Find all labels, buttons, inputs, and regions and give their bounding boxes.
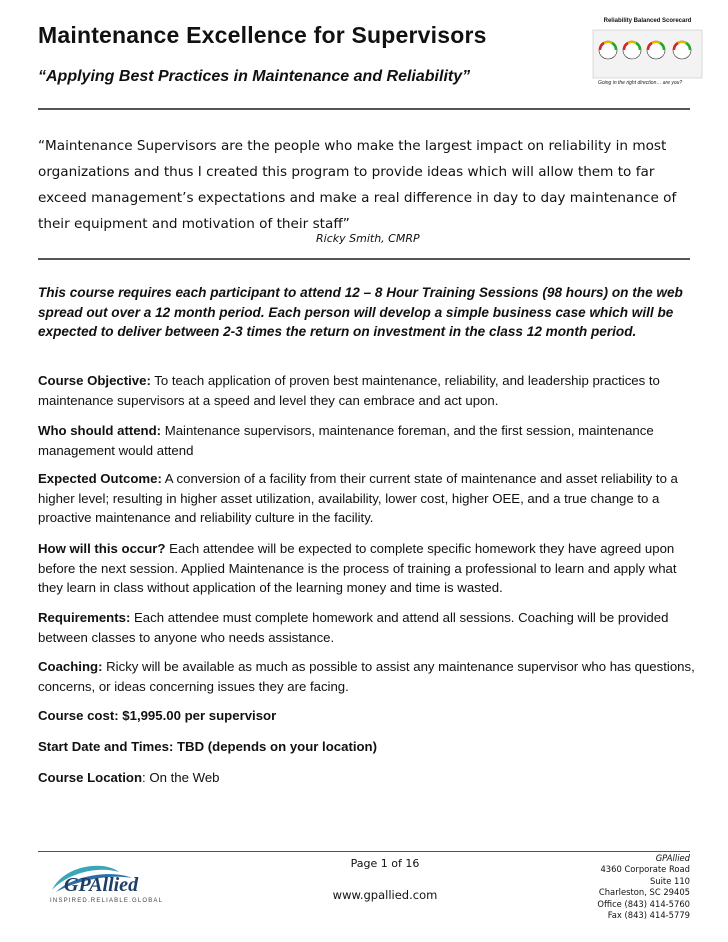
section-text: To teach application of proven best maintenance, reliability, and leadership practices to maintenance supervisors at a speed and level they can embrace and act upon.: [38, 373, 660, 408]
section-text: Each attendee must complete homework and attend all sessions. Coaching will be provided between classes to anyone who needs assistance.: [38, 610, 669, 645]
address-company: GPAllied: [655, 853, 690, 863]
website-link[interactable]: www.gpallied.com: [332, 888, 438, 902]
section-label: Course Location: [38, 770, 143, 785]
company-address: [560, 853, 690, 921]
section-label: How will this occur?: [38, 541, 166, 556]
intro-paragraph: This course requires each participant to attend 12 – 8 Hour Training Sessions (98 hours) on the web spread out over a 12 month period. Each person will develop a simple business case which will be expected to deliver between 2-3 times the return on investment in the class 12 month period.: [38, 285, 683, 339]
section-requirements: [38, 608, 703, 647]
section-label: Course cost: $1,995.00 per supervisor: [38, 708, 277, 723]
quote-divider: [38, 258, 690, 260]
section-course-location: [38, 768, 703, 788]
logo-tagline: INSPIRED.RELIABLE.GLOBAL: [50, 898, 164, 904]
gauge-icon: [599, 41, 617, 59]
section-course-objective: [38, 371, 703, 410]
footer-divider: [38, 851, 690, 852]
section-label: Course Objective:: [38, 373, 151, 388]
section-who-should-attend: [38, 421, 703, 460]
section-course-cost: [38, 706, 703, 726]
section-label: Expected Outcome:: [38, 471, 162, 486]
address-city: Charleston, SC 29405: [598, 887, 690, 898]
scorecard-tagline: Going in the right direction… are you?: [598, 80, 683, 86]
section-text: : On the Web: [142, 770, 220, 785]
header-divider: [38, 108, 690, 110]
address-street: 4360 Corporate Road: [600, 864, 690, 875]
section-label: Coaching:: [38, 659, 103, 674]
quote-author: Ricky Smith, CMRP: [316, 232, 420, 245]
document-title: Maintenance Excellence for Supervisors: [38, 22, 487, 48]
section-text: Ricky will be available as much as possible to assist any maintenance supervisor who has questions, concerns, or ideas concerning issues they are facing.: [38, 659, 695, 694]
section-label: Requirements:: [38, 610, 131, 625]
section-text: Maintenance supervisors, maintenance foreman, and the first session, maintenance management would attend: [38, 423, 654, 458]
section-coaching: [38, 657, 703, 696]
section-label: Start Date and Times: TBD (depends on your location): [38, 739, 378, 754]
scorecard-graphic: [590, 18, 705, 88]
gpallied-logo: [44, 860, 174, 905]
section-label: Who should attend:: [38, 423, 162, 438]
section-text: Each attendee will be expected to complete specific homework they have agreed upon before the next session. Applied Maintenance is the process of training a professional to learn and apply what they learn in class without application of the learning money and time is wasted.: [38, 541, 677, 595]
page-number: Page 1 of 16: [350, 857, 420, 870]
logo-text: GPAllied: [64, 874, 139, 896]
address-suite: Suite 110: [649, 875, 690, 886]
section-expected-outcome: [38, 469, 703, 528]
section-how-will-this-occur: [38, 539, 703, 598]
document-subtitle: “Applying Best Practices in Maintenance and Reliability”: [38, 68, 471, 85]
quote-text: “Maintenance Supervisors are the people who make the largest impact on reliability in most organizations and thus I created this program to provide ideas which will allow them to far exceed management’s expectations and make a real difference in day to day maintenance of their equipment and motivation of their staff”: [38, 138, 677, 232]
gauge-icons: [590, 26, 705, 86]
section-text: A conversion of a facility from their current state of maintenance and asset reliability to a higher level; resulting in higher asset utilization, availability, lower cost, higher OEE, and a true change to a proactive maintenance and reliability culture in the facility.: [38, 471, 678, 525]
section-start-date: [38, 737, 703, 757]
address-fax: Fax (843) 414-5779: [607, 910, 690, 921]
scorecard-title: Reliability Balanced Scorecard: [603, 18, 692, 24]
address-office-phone: Office (843) 414-5760: [597, 898, 690, 909]
